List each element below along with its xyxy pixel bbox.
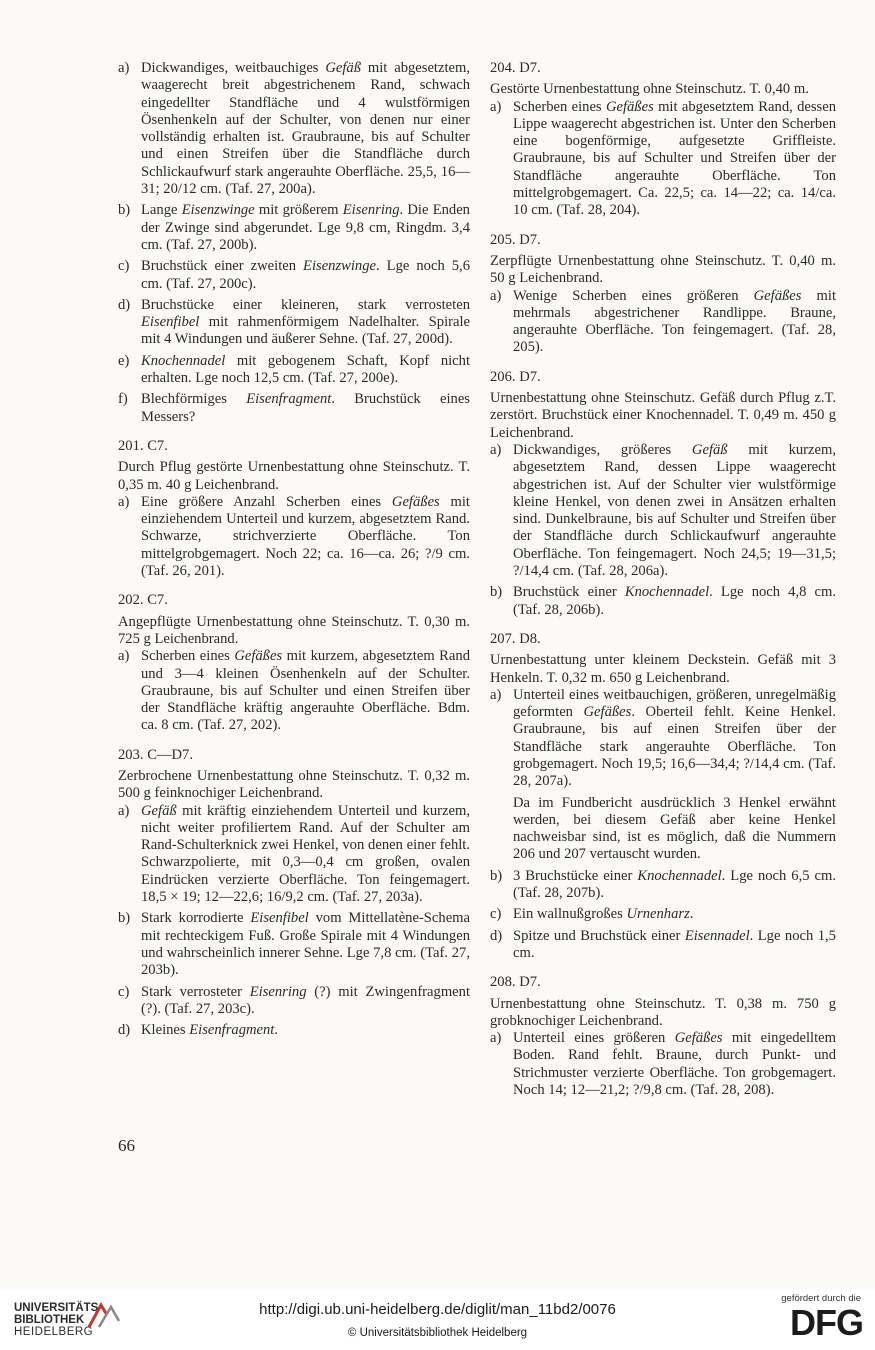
item-text: Eine größere Anzahl Scherben eines Gefäßes mit einziehendem Unterteil und kurzem, abgesetztem Rand. Schwarze, strichverzierte Oberfläche. Ton mittelgrobgemagert. Noch 22; ca. 16—ca. 26; ?/9 cm. (Taf. 26, 201).	[141, 493, 470, 580]
find-item	[118, 60, 470, 198]
item-text: Spitze und Bruchstück einer Eisennadel. Lge noch 1,5 cm.	[513, 927, 836, 961]
item-label: a)	[118, 493, 130, 510]
item-label: a)	[490, 686, 502, 703]
item-label: a)	[490, 1030, 502, 1047]
item-label: d)	[490, 927, 503, 944]
item-text: Dickwandiges, weitbauchiges Gefäß mit abgesetztem, waagerecht breit abgestrichenem Rand, schwach eingedellter Standfläche und 4 wulstförmigen Ösenhenkeln auf der Schulter, von denen nur einer vollständig erhalten ist. Graubraune, bis auf Schulter und einen Streifen über die Standfläche durch Schlickaufwurf stark angerauhte Oberfläche. 25,5, 16—31; 20/12 cm. (Taf. 27, 200a).	[141, 60, 470, 198]
footer-bar	[0, 1290, 875, 1350]
find-item	[490, 928, 836, 963]
item-label: d)	[118, 296, 131, 313]
item-text: Bruchstück einer Knochennadel. Lge noch 4,8 cm. (Taf. 28, 206b).	[513, 584, 836, 618]
find-item	[118, 648, 470, 734]
item-text: Scherben eines Gefäßes mit kurzem, abgesetztem Rand und 3—4 kleinen Ösenhenkeln auf der Schulter. Graubraune, bis auf Schulter und einen Streifen über der Standfläche kräftig angerauhte Oberfläche. Bdm. ca. 8 cm. (Taf. 27, 202).	[141, 648, 470, 734]
page-number: 66	[118, 1136, 135, 1155]
item-text: Knochennadel mit gebogenem Schaft, Kopf nicht erhalten. Lge noch 12,5 cm. (Taf. 27, 200e).	[141, 352, 470, 387]
grave-heading: 208. D7.	[490, 974, 541, 991]
item-label: f)	[118, 391, 128, 408]
item-text: Bruchstücke einer kleineren, stark verrosteten Eisenfibel mit rahmenförmigem Nadelhalter. Spirale mit 4 Windungen und äußerer Sehne. (Taf. 27, 200d).	[141, 296, 470, 348]
note-paragraph: Da im Fundbericht ausdrücklich 3 Henkel erwähnt werden, bei diesem Gefäß aber keine Henkel nachweisbar sind, ist es möglich, daß die Nummern 206 und 207 vertauscht wurden.	[513, 794, 836, 863]
item-label: a)	[490, 441, 502, 458]
copyright-notice: © Universitätsbibliothek Heidelberg	[347, 1327, 528, 1339]
description-paragraph: Gestörte Urnenbestattung ohne Steinschutz. T. 0,40 m.	[490, 81, 809, 98]
item-label: e)	[118, 352, 130, 369]
item-label: b)	[118, 910, 131, 927]
find-item	[490, 868, 836, 903]
item-label: c)	[118, 258, 130, 275]
find-item	[118, 391, 470, 426]
find-item	[490, 442, 836, 580]
left-column	[118, 60, 470, 1043]
item-text: Wenige Scherben eines größeren Gefäßes mit mehrmals abgestrichener Randlippe. Braune, angerauhte Oberfläche. Ton feingemagert. (Taf. 28, 205).	[513, 287, 836, 356]
find-item	[118, 353, 470, 388]
grave-heading: 205. D7.	[490, 231, 541, 248]
item-label: a)	[490, 287, 502, 304]
item-label: c)	[118, 983, 130, 1000]
dfg-logo[interactable]: DFG	[790, 1302, 863, 1343]
item-label: d)	[118, 1022, 131, 1039]
library-name-line1: UNIVERSITÄTS-	[14, 1302, 103, 1314]
description-paragraph: Durch Pflug gestörte Urnenbestattung ohne Steinschutz. T. 0,35 m. 40 g Leichenbrand.	[118, 459, 470, 493]
find-item	[118, 202, 470, 254]
grave-heading: 201. C7.	[118, 437, 168, 454]
permalink-url[interactable]: http://digi.ub.uni-heidelberg.de/diglit/man_11bd2/0076	[259, 1301, 616, 1318]
grave-heading: 203. C—D7.	[118, 746, 193, 763]
description-paragraph: Angepflügte Urnenbestattung ohne Steinschutz. T. 0,30 m. 725 g Leichenbrand.	[118, 613, 470, 647]
find-item	[118, 1022, 470, 1039]
item-label: a)	[118, 802, 130, 819]
item-label: b)	[490, 584, 503, 601]
right-column	[490, 60, 836, 1103]
funding-note: gefördert durch die	[781, 1293, 861, 1304]
item-text: Dickwandiges, größeres Gefäß mit kurzem, abgesetztem Rand, dessen Lippe waagerecht abgestrichen ist. Auf der Schulter vier wulstförmige kleine Henkel, von denen zwei in Ansätzen erhalten sind. Dunkelbraune, bis auf Schulter und Streifen über der Standfläche durch Schlickaufwurf angerauhte Oberfläche. Ton feingemagert. Noch 24,5; 19—31,5; ?/14,4 cm. (Taf. 28, 206a).	[513, 441, 836, 580]
find-item	[118, 984, 470, 1019]
find-item	[490, 584, 836, 619]
library-name-line3: HEIDELBERG	[14, 1326, 94, 1338]
item-text: Gefäß mit kräftig einziehendem Unterteil und kurzem, nicht weiter profiliertem Rand. Auf der Schulter am Rand-Schulterknick zwei Henkel, von denen einer fehlt. Schwarzpolierte, mit 0,3—0,4 cm großen, ovalen Eindrücken verzierte Oberfläche. Ton feingemagert. 18,5 × 19; 12—22,6; 16/9,2 cm. (Taf. 27, 203a).	[141, 802, 470, 906]
find-item	[118, 910, 470, 979]
item-text: Lange Eisenzwinge mit größerem Eisenring. Die Enden der Zwinge sind abgerundet. Lge 9,8 cm, Ringdm. 3,4 cm. (Taf. 27, 200b).	[141, 202, 470, 253]
grave-heading: 207. D8.	[490, 630, 541, 647]
description-paragraph: Zerbrochene Urnenbestattung ohne Steinschutz. T. 0,32 m. 500 g feinknochiger Leichenbrand.	[118, 767, 470, 802]
item-text: Unterteil eines größeren Gefäßes mit eingedelltem Boden. Rand fehlt. Braune, durch Punkt- und Strichmuster verzierte Oberfläche. Ton grobgemagert. Noch 14; 12—21,2; ?/9,8 cm. (Taf. 28, 208).	[513, 1030, 836, 1099]
find-item	[118, 494, 470, 580]
find-item	[118, 803, 470, 907]
find-item	[490, 906, 836, 923]
item-label: b)	[118, 202, 131, 219]
item-label: b)	[490, 867, 503, 884]
grave-heading: 206. D7.	[490, 368, 541, 385]
item-text: Ein wallnußgroßes Urnenharz.	[513, 906, 694, 923]
description-paragraph: Urnenbestattung unter kleinem Deckstein. Gefäß mit 3 Henkeln. T. 0,32 m. 650 g Leichenbrand.	[490, 652, 836, 686]
item-label: a)	[118, 648, 130, 665]
find-item	[490, 1030, 836, 1099]
description-paragraph: Urnenbestattung ohne Steinschutz. T. 0,38 m. 750 g grobknochiger Leichenbrand.	[490, 995, 836, 1029]
item-text: Bruchstück einer zweiten Eisenzwinge. Lge noch 5,6 cm. (Taf. 27, 200c).	[141, 258, 470, 292]
item-text: Unterteil eines weitbauchigen, größeren, unregelmäßig geformten Gefäßes. Oberteil fehlt. Keine Henkel. Graubraune, bis auf einen Streifen über der Standfläche stark angerauhte Oberfläche. Ton grobgemagert. Noch 19,5; 16,6—34,4; ?/14,4 cm. (Taf. 28, 207a).	[513, 686, 836, 790]
item-text: Stark verrosteter Eisenring (?) mit Zwingenfragment (?). (Taf. 27, 203c).	[141, 983, 471, 1017]
item-text: Scherben eines Gefäßes mit abgesetztem Rand, dessen Lippe waagerecht abgestrichen ist. Unter den Scherben eine bogenförmige, aufgesetzte Griffleiste. Graubraune, bis auf Schulter und Streifen über der Standfläche angerauhte Oberfläche. Ton mittelgrobgemagert. Ca. 22,5; ca. 14—22; ca. 14/ca. 10 cm. (Taf. 28, 204).	[513, 98, 836, 219]
item-label: a)	[118, 60, 130, 76]
find-item	[490, 99, 836, 220]
description-paragraph: Zerpflügte Urnenbestattung ohne Steinschutz. T. 0,40 m. 50 g Leichenbrand.	[490, 252, 836, 287]
item-label: a)	[490, 98, 502, 115]
library-name-line2: BIBLIOTHEK	[14, 1314, 85, 1326]
find-item	[490, 288, 836, 357]
grave-heading: 204. D7.	[490, 60, 541, 76]
find-item	[118, 297, 470, 349]
find-item	[490, 687, 836, 791]
item-text: Blechförmiges Eisenfragment. Bruchstück eines Messers?	[141, 391, 470, 425]
find-item	[118, 258, 470, 293]
item-text: Stark korrodierte Eisenfibel vom Mittellatène-Schema mit rechteckigem Fuß. Große Spirale mit 4 Windungen und wahrscheinlich innerer Sehne. Lge 7,8 cm. (Taf. 27, 203b).	[141, 910, 470, 979]
description-paragraph: Urnenbestattung ohne Steinschutz. Gefäß durch Pflug z.T. zerstört. Bruchstück einer Knochennadel. T. 0,49 m. 450 g Leichenbrand.	[490, 390, 836, 441]
grave-heading: 202. C7.	[118, 592, 168, 609]
item-text: 3 Bruchstücke einer Knochennadel. Lge noch 6,5 cm. (Taf. 28, 207b).	[513, 867, 836, 902]
item-text: Kleines Eisenfragment.	[141, 1022, 279, 1039]
item-label: c)	[490, 906, 502, 923]
